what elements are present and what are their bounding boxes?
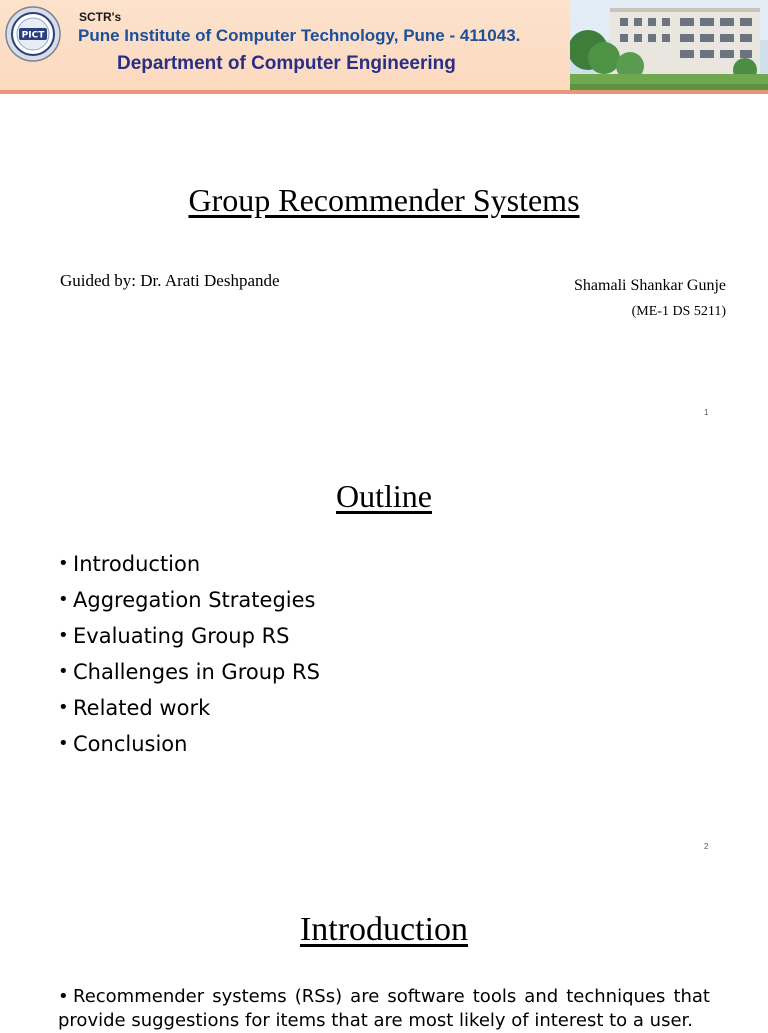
author-id: (ME-1 DS 5211) [631, 304, 726, 319]
guided-by: Guided by: Dr. Arati Deshpande [60, 271, 280, 290]
author-name: Shamali Shankar Gunje [574, 277, 726, 294]
outline-item-label: Aggregation Strategies [73, 588, 316, 612]
bullet: • [58, 553, 69, 574]
campus-building-image [570, 0, 768, 90]
intro-text: Recommender systems (RSs) are software tools and techniques that provide suggestions for items that are most likely of interest to a user. [58, 986, 710, 1031]
bullet: • [58, 661, 69, 682]
slide3-title: Introduction [299, 911, 469, 948]
bullet: • [58, 986, 69, 1007]
institute-name: Pune Institute of Computer Technology, Pune - 411043. [78, 26, 521, 45]
list-item [58, 549, 320, 585]
slide1-page-number: 1 [704, 408, 709, 417]
slide2-title: Outline [336, 478, 432, 514]
outline-item-label: Conclusion [73, 732, 188, 756]
bullet: • [58, 625, 69, 646]
bullet: • [58, 697, 69, 718]
outline-item-label: Related work [73, 696, 211, 720]
list-item [58, 693, 320, 729]
list-item [58, 621, 320, 657]
bullet: • [58, 733, 69, 754]
outline-item-label: Evaluating Group RS [73, 624, 290, 648]
outline-list [58, 549, 320, 765]
outline-item-label: Introduction [73, 552, 201, 576]
sctr-label: SCTR's [79, 10, 122, 24]
list-item [58, 657, 320, 693]
list-item [58, 729, 320, 765]
banner-divider [0, 90, 768, 94]
header-banner [0, 0, 768, 93]
logo-text: PICT [21, 30, 45, 41]
department-name: Department of Computer Engineering [117, 53, 456, 74]
pict-logo [5, 4, 61, 64]
intro-paragraph [58, 985, 710, 1033]
bullet: • [58, 589, 69, 610]
list-item [58, 585, 320, 621]
slide2-page-number: 2 [704, 842, 709, 851]
slide1-title: Group Recommender Systems [188, 182, 580, 218]
outline-item-label: Challenges in Group RS [73, 660, 320, 684]
